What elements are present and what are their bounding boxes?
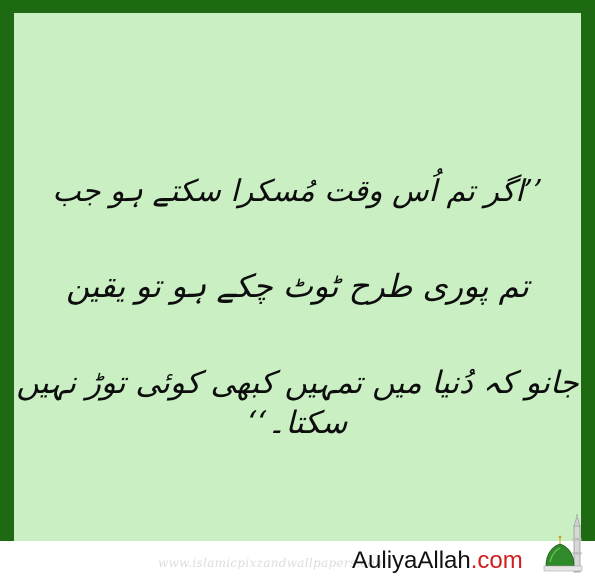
brand-tld: .com	[470, 547, 523, 574]
quote-line-1: ’’اگر تم اُس وقت مُسکرا سکتے ہو جب	[52, 174, 543, 209]
brand-logo-text	[352, 546, 523, 576]
brand-name: AuliyaAllah	[352, 547, 471, 574]
mosque-dome-icon	[540, 514, 590, 574]
watermark-text: www.islamicpixzandwallpapers.com	[158, 556, 387, 570]
quote-line-3: جانو کہ دُنیا میں تمہیں کبھی کوئی توڑ نہیں سکتا۔‘‘	[16, 365, 579, 442]
quote-line-2: تم پوری طرح ٹوٹ چکے ہو تو یقین	[66, 267, 529, 305]
